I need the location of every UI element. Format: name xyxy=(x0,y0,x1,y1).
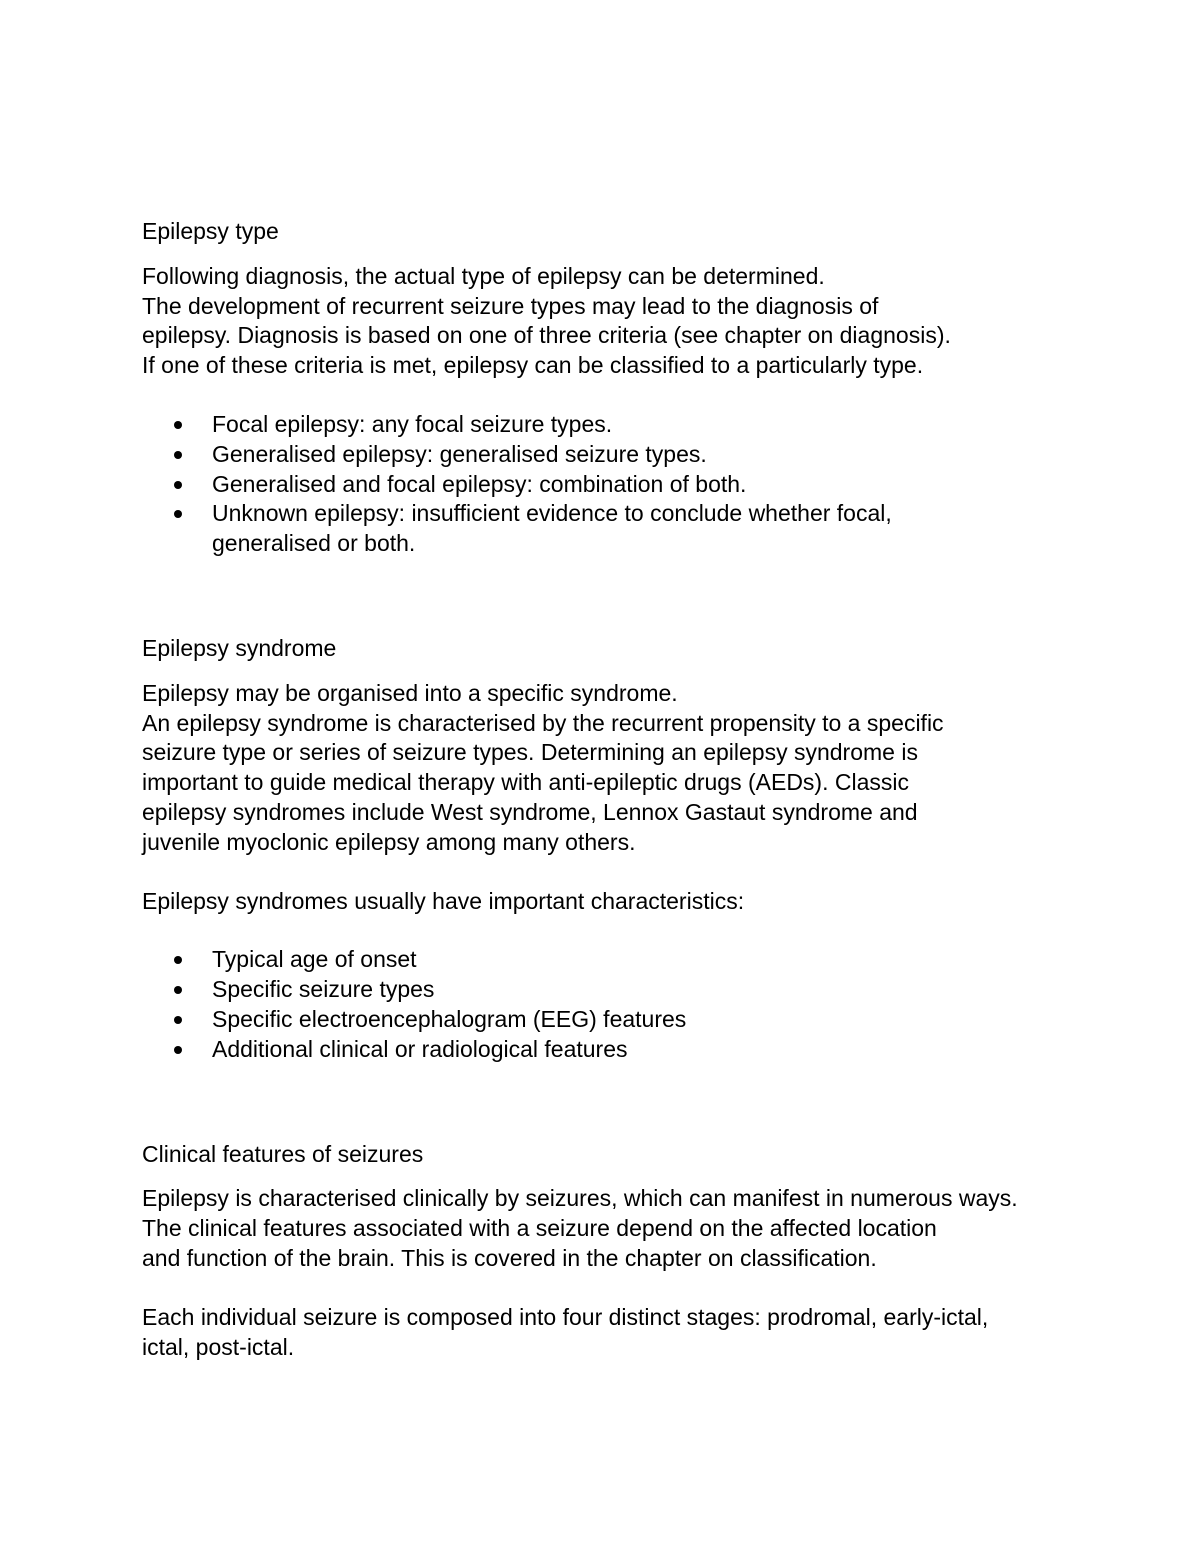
list-item-text: Unknown epilepsy: insufficient evidence to conclude whether focal, generalised or both. xyxy=(212,500,892,557)
list-item xyxy=(212,470,1062,500)
epilepsy-type-list xyxy=(142,410,1062,559)
bullet-icon xyxy=(174,421,182,429)
list-item-text: Additional clinical or radiological features xyxy=(212,1035,628,1062)
seizure-stages-paragraph: Each individual seizure is composed into four distinct stages: prodromal, early-ictal, ictal, post-ictal. xyxy=(142,1303,989,1360)
section-heading-clinical-features: Clinical features of seizures xyxy=(142,1140,424,1167)
section-heading-epilepsy-syndrome: Epilepsy syndrome xyxy=(142,634,337,661)
list-item xyxy=(212,1005,1062,1035)
characteristics-intro: Epilepsy syndromes usually have important characteristics: xyxy=(142,887,745,914)
list-item-text: Typical age of onset xyxy=(212,946,417,973)
list-item-text: Generalised epilepsy: generalised seizure types. xyxy=(212,440,707,467)
list-item-text: Generalised and focal epilepsy: combination of both. xyxy=(212,470,747,497)
paragraph-line: Following diagnosis, the actual type of epilepsy can be determined. xyxy=(142,262,825,289)
paragraph-line: An epilepsy syndrome is characterised by the recurrent propensity to a specific xyxy=(142,709,944,736)
section-body-epilepsy-type xyxy=(142,262,1062,381)
list-item-text: Focal epilepsy: any focal seizure types. xyxy=(212,410,613,437)
paragraph-line: juvenile myoclonic epilepsy among many others. xyxy=(142,828,636,855)
paragraph-line: Epilepsy is characterised clinically by seizures, which can manifest in numerous ways. xyxy=(142,1185,1018,1212)
list-item xyxy=(212,410,1062,440)
list-item-text: Specific seizure types xyxy=(212,976,435,1003)
bullet-icon xyxy=(174,481,182,489)
paragraph-line: The development of recurrent seizure types may lead to the diagnosis of xyxy=(142,292,879,319)
paragraph-line: important to guide medical therapy with anti-epileptic drugs (AEDs). Classic xyxy=(142,769,909,796)
bullet-icon xyxy=(174,451,182,459)
bullet-icon xyxy=(174,986,182,994)
paragraph-line: epilepsy. Diagnosis is based on one of three criteria (see chapter on diagnosis). xyxy=(142,322,951,349)
list-item xyxy=(212,499,972,559)
bullet-icon xyxy=(174,956,182,964)
list-item xyxy=(212,975,1062,1005)
list-item xyxy=(212,945,1062,975)
paragraph-line: If one of these criteria is met, epilepsy can be classified to a particularly type. xyxy=(142,352,924,379)
list-item xyxy=(212,1035,1062,1065)
bullet-icon xyxy=(174,510,182,518)
paragraph-line: seizure type or series of seizure types. Determining an epilepsy syndrome is xyxy=(142,739,918,766)
bullet-icon xyxy=(174,1046,182,1054)
syndrome-characteristics-list xyxy=(142,945,1062,1064)
paragraph-line: and function of the brain. This is covered in the chapter on classification. xyxy=(142,1244,877,1271)
paragraph-line: epilepsy syndromes include West syndrome, Lennox Gastaut syndrome and xyxy=(142,798,918,825)
section-body-epilepsy-syndrome xyxy=(142,679,1062,858)
section-body-clinical-features xyxy=(142,1184,1062,1273)
list-item-text: Specific electroencephalogram (EEG) features xyxy=(212,1005,687,1032)
list-item xyxy=(212,440,1062,470)
paragraph-line: Epilepsy may be organised into a specific syndrome. xyxy=(142,679,678,706)
section-heading-epilepsy-type: Epilepsy type xyxy=(142,218,279,244)
paragraph-line: The clinical features associated with a seizure depend on the affected location xyxy=(142,1215,937,1242)
document-page xyxy=(142,217,1062,1362)
bullet-icon xyxy=(174,1016,182,1024)
